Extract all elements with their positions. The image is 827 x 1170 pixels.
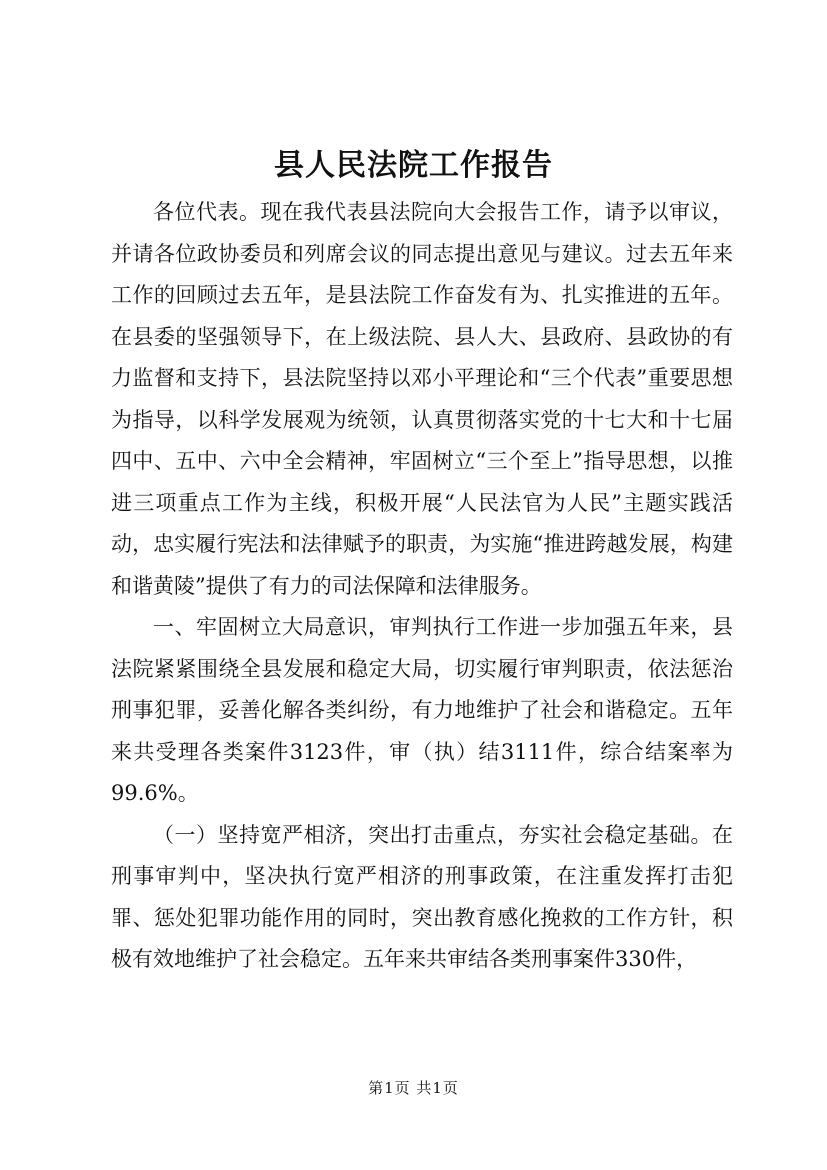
document-title: 县人民法院工作报告 [274,148,553,183]
document-body [111,192,733,981]
paragraph-subsection-one: （一）坚持宽严相济，突出打击重点，夯实社会稳定基础。在刑事审判中，坚决执行宽严相济的刑事政策，在注重发挥打击犯罪、惩处犯罪功能作用的同时，突出教育感化挽救的工作方针，积极有效地维护了社会稳定。五年来共审结各类刑事案件330件， [111,822,733,971]
page-number-footer: 第1页 共1页 [368,1079,459,1097]
paragraph-opening: 各位代表。现在我代表县法院向大会报告工作，请予以审议，并请各位政协委员和列席会议的同志提出意见与建议。过去五年来工作的回顾过去五年，是县法院工作奋发有为、扎实推进的五年。在县委的坚强领导下，在上级法院、县人大、县政府、县政协的有力监督和支持下，县法院坚持以邓小平理论和“三个代表”重要思想为指导，以科学发展观为统领，认真贯彻落实党的十七大和十七届四中、五中、六中全会精神，牢固树立“三个至上”指导思想，以推进三项重点工作为主线，积极开展“人民法官为人民”主题实践活动，忠实履行宪法和法律赋予的职责，为实施“推进跨越发展，构建和谐黄陵”提供了有力的司法保障和法律服务。 [111,200,733,598]
paragraph-section-one: 一、牢固树立大局意识，审判执行工作进一步加强五年来，县法院紧紧围绕全县发展和稳定大局，切实履行审判职责，依法惩治刑事犯罪，妥善化解各类纠纷，有力地维护了社会和谐稳定。五年来共受理各类案件3123件，审（执）结3111件，综合结案率为99.6%。 [111,615,733,805]
